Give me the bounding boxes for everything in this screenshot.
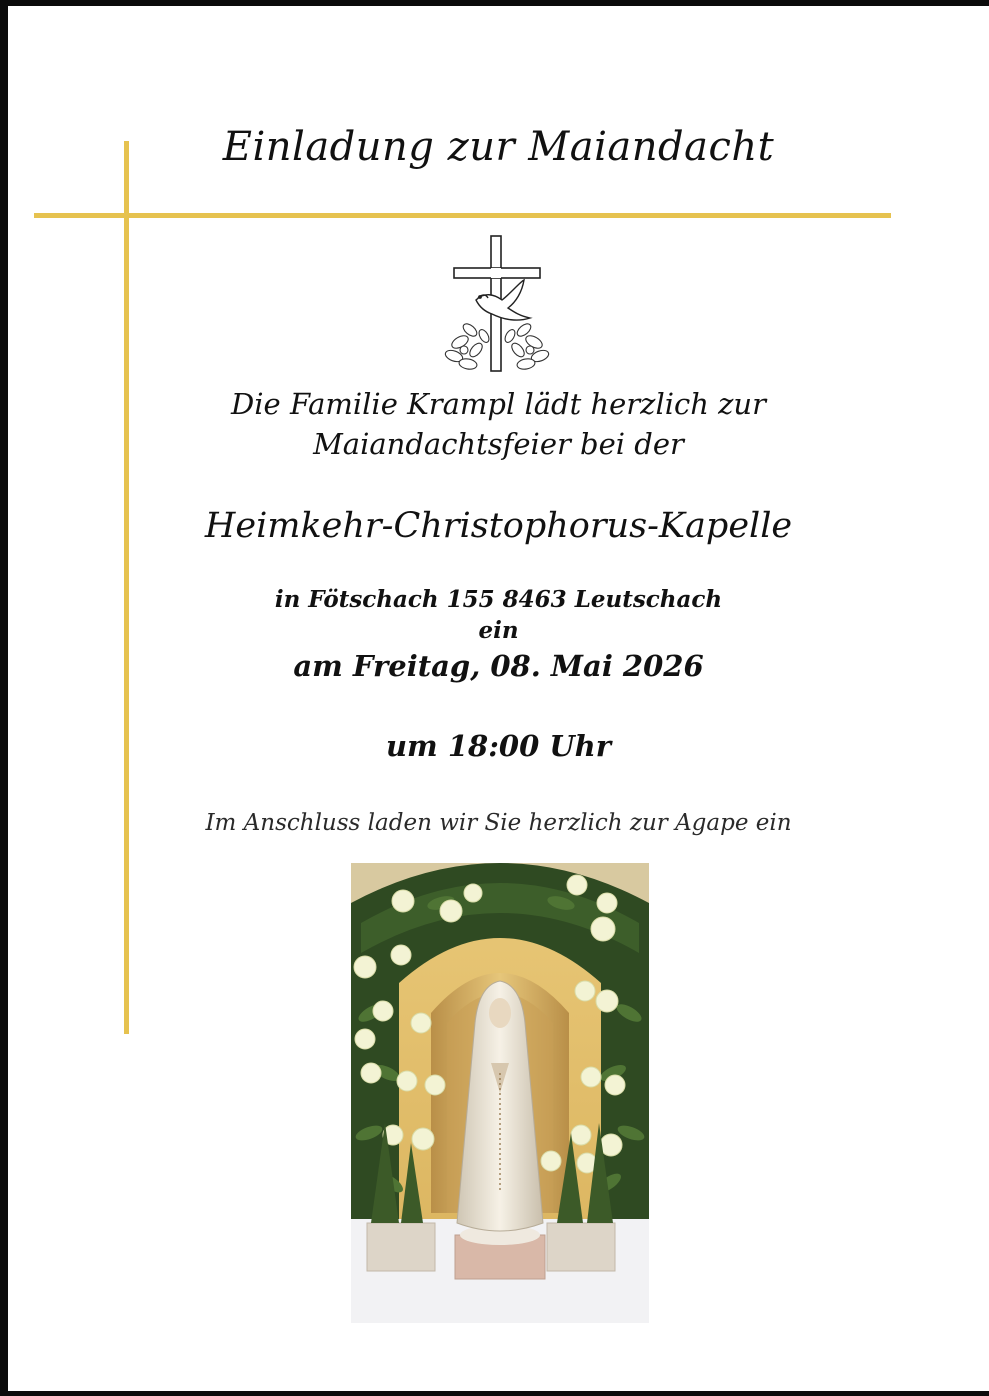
intro-line-2: Maiandachtsfeier bei der bbox=[313, 427, 684, 461]
invitation-page bbox=[8, 6, 989, 1391]
address-block bbox=[8, 584, 989, 646]
intro-line-1: Die Familie Krampl lädt herzlich zur bbox=[231, 387, 766, 421]
invitation-intro bbox=[8, 384, 989, 464]
agape-note: Im Anschluss laden wir Sie herzlich zur Agape ein bbox=[205, 810, 792, 836]
event-date: am Freitag, 08. Mai 2026 bbox=[293, 649, 704, 683]
page-title: Einladung zur Maiandacht bbox=[222, 124, 775, 170]
address-line: in Fötschach 155 8463 Leutschach bbox=[274, 586, 723, 613]
madonna-statue-photo bbox=[351, 863, 649, 1323]
address-suffix: ein bbox=[478, 617, 519, 644]
frame-cross-horizontal bbox=[34, 213, 891, 218]
event-time: um 18:00 Uhr bbox=[385, 729, 612, 763]
chapel-name: Heimkehr-Christophorus-Kapelle bbox=[204, 506, 793, 546]
cross-dove-icon bbox=[440, 234, 554, 374]
